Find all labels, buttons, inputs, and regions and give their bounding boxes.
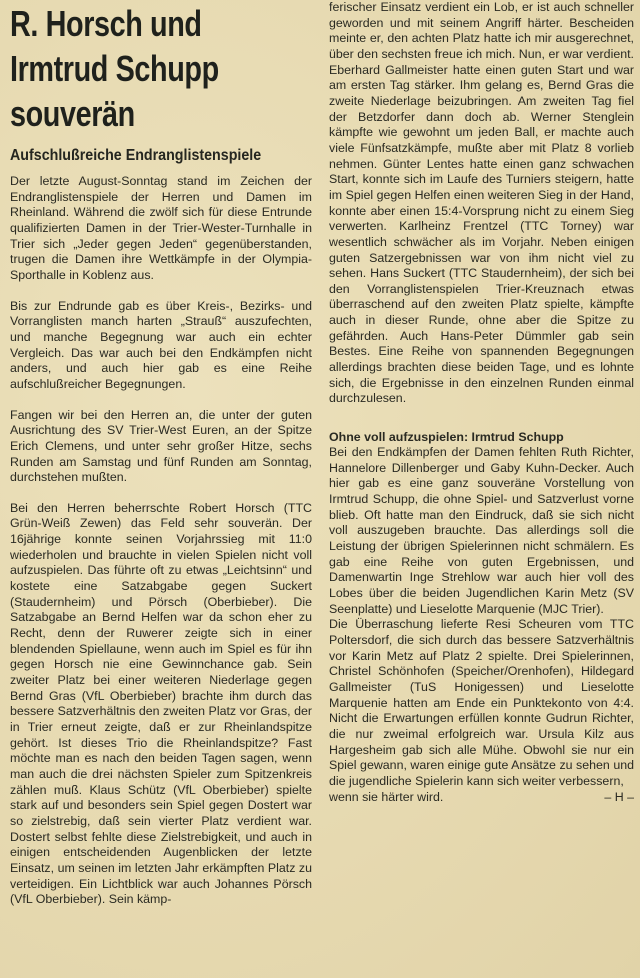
paragraph-horsch: Bei den Herren beherrschte Robert Horsch (TTC Grün-Weiß Zewen) das Feld sehr souverän. Der 16jährige konnte seinen Vorjahrssieg mit 11:0 wiederholen und brauchte in vielen Spielen nicht voll aufzuspielen. Das führte oft zu etwas „Leichtsinn“ und kostete eine Satzabgabe gegen Suckert (Staudernheim) und Pörsch (Oberbieber). Die Satzabgabe an Bernd Helfen war da schon eher zu Recht, denn der Ruwerer zeigte sich in einer blendenden Spiellaune, wenn auch im Spiel es für ihn gegen Horsch nie eine Gewinnchance gab. Sein zweiter Platz bei einer weiteren Niederlage gegen Bernd Gras (VfL Oberbieber) brachte ihm durch das bessere Satzverhältnis den zweiten Platz vor Gras, der in Trier erneut zeigte, daß er zur Rheinlandspitze gehört. Ist dieses Trio die Rheinlandspitze? Fast möchte man es nach den beiden Tagen sagen, wenn man auch die drei nächsten Spieler zum Spitzenkreis zählen muß. Klaus Schütz (VfL Oberbieber) spielte stark auf und besonders sein Spiel gegen Dostert war so zielstrebig, daß sein vierter Platz verdient war. Dostert selbst fehlte diese Zielstrebigkeit, und auch in einigen entscheidenden Augenblicken der letzte Einsatz, um seinen im letzten Jahr erkämpften Platz zu verteidigen. Ein Lichtblick war auch Johannes Pörsch (VfL Oberbieber). Sein kämp- (10, 500, 312, 907)
left-column (10, 0, 312, 923)
closing-text: wenn sie härter wird. (329, 789, 444, 804)
subheadline: Aufschlußreiche Endranglistenspiele (10, 147, 262, 164)
section-heading: Ohne voll aufzuspielen: Irmtrud Schupp (329, 430, 564, 445)
paragraph-herren-intro: Fangen wir bei den Herren an, die unter der guten Ausrichtung des SV Trier-West Euren, an der Spitze Erich Clemens, und unter sehr großer Hitze, sechs Runden am Samstag und fünf Runden am Sonntag, durchstehen mußten. (10, 407, 312, 485)
paragraph-intro: Der letzte August-Sonntag stand im Zeichen der Endranglistenspiele der Herren und Damen im Rheinland. Während die zwölf sich für diese Entrunde qualifizierten Damen in der Trier-Wester-Turnhalle in Trier sich „Jeder gegen Jeden“ gegenüberstanden, trugen die Damen ihre Wettkämpfe in der Olympia-Sporthalle in Koblenz aus. (10, 174, 312, 282)
paragraph-qualifiers: Bis zur Endrunde gab es über Kreis-, Bezirks- und Vorranglisten manch harten „Strauß“ auszufechten, und manche Begegnung war auch ein echter Vergleich. Das war auch bei den Endkämpfen nicht anders, und auch hier gab es eine Reihe aufschlußreicher Begegnungen. (10, 298, 312, 391)
author-signature: – H – (604, 789, 634, 804)
right-column (329, 0, 634, 805)
paragraph-surprise: Die Überraschung lieferte Resi Scheuren vom TTC Poltersdorf, die sich durch das bessere Satzverhältnis vor Karin Metz auf Platz 2 spielte. Drei Spielerinnen, Christel Schönhofen (Speicher/Orenhofen), Hildegard Gallmeister (TuS Honigessen) und Lieselotte Marquenie hatten am Ende ein Punktekonto von 4:4. Nicht die Erwartungen erfüllen konnte Gudrun Richter, die nur zweimal erfolgreich war. Ursula Kilz aus Hargesheim gab sich alle Mühe. Obwohl sie nur ein Spiel gewann, waren einige gute Ansätze zu sehen und die jugendliche Spielerin kann sich weiter verbessern, (329, 617, 634, 788)
paragraph-damen: Bei den Endkämpfen der Damen fehlten Ruth Richter, Hannelore Dillenberger und Gaby Kuhn-Decker. Auch hier gab es eine ganz souveräne Vorstellung von Irmtrud Schupp, die ohne Spiel- und Satzverlust vorne blieb. Oft hatte man den Eindruck, daß sie sich nicht voll auszugeben brauchte. Das allerdings soll die Leistung der übrigen Spielerinnen nicht schmälern. Es gab eine Reihe von guten Ergebnissen, und Damenwartin Inge Strehlow war auch hier voll des Lobes über die beiden Jugendlichen Karin Metz (SV Seenplatte) und Lieselotte Marquenie (MJC Trier). (329, 445, 634, 616)
headline-line-3: souverän (10, 93, 135, 134)
headline-line-2: Irmtrud Schupp (10, 48, 219, 89)
paragraph-continuation: ferischer Einsatz verdient ein Lob, er ist auch schneller geworden und mit seinem Angriff härter. Bescheiden meinte er, den achten Platz hatte ich mir ausgerechnet, über den sechsten freue ich mich. Nun, er war verdient. Eberhard Gallmeister hatte einen guten Start und war am ersten Tag stärker. Ihm gelang es, Bernd Gras die zweite Niederlage beizubringen. Am zweiten Tag fiel der Betzdorfer dann doch ab. Werner Stenglein kämpfte wie gewohnt um jeden Ball, er machte auch viele Fünfsatzkämpfe, mußte aber mit Platz 8 vorlieb nehmen. Günter Lentes hatte einen ganz schwachen Start, konnte sich im Laufe des Turniers steigern, hatte im Spiel gegen Helfen einen weiteren Sieg in der Hand, konnte aber einen 15:4-Vorsprung nicht zu einem Sieg verwerten. Karlheinz Frentzel (TTC Torney) war wesentlich schwächer als im Vorjahr. Neben einigen guten Satzergebnissen war von ihm nicht viel zu sehen. Hans Suckert (TTC Staudernheim), der sich bei den Vorranglistenspielen Trier-Kreuznach etwas überraschend auf den zweiten Platz spielte, kämpfte auch in dieser Runde, ohne aber die Spitze zu gefährden. Auch Hans-Peter Dümmler gab sein Bestes. Eine Reihe von spannenden Begegnungen allerdings brachten diese beiden Tage, und es lohnte sich, die Ergebnisse in den einzelnen Runden einmal durchzulesen. (329, 0, 634, 406)
headline-line-1: R. Horsch und (10, 3, 202, 44)
closing-line (329, 790, 634, 806)
